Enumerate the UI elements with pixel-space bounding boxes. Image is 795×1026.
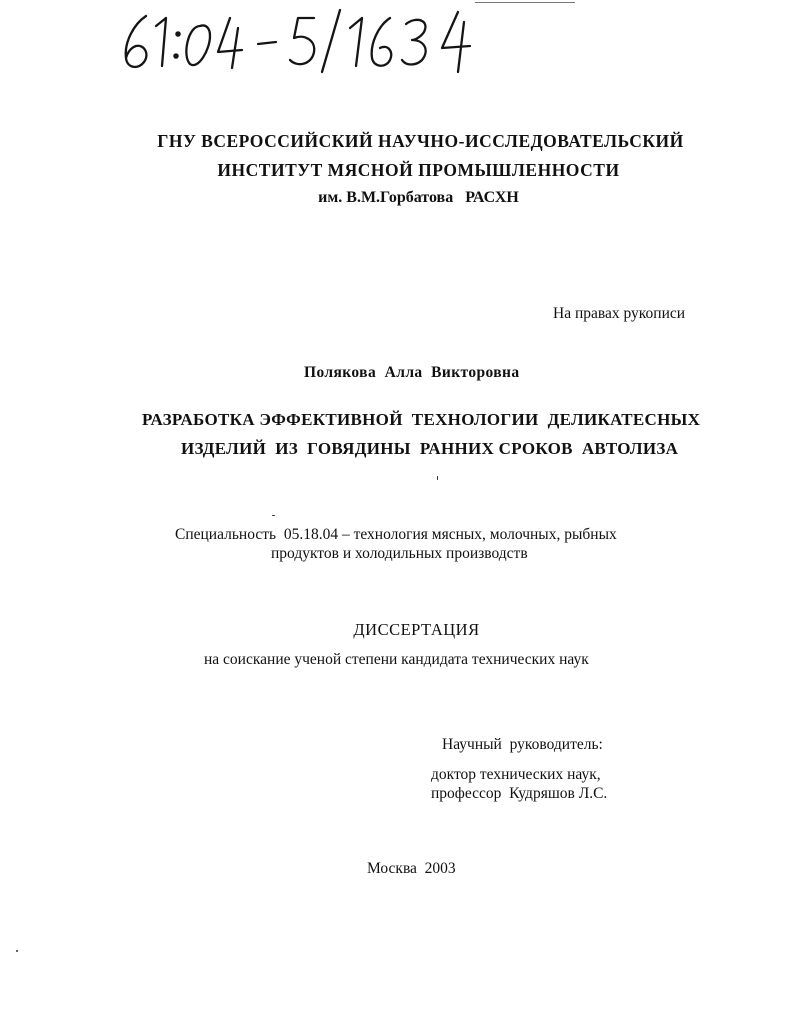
scan-speck — [437, 476, 438, 480]
scan-speck — [16, 950, 18, 952]
specialty-line-2: продуктов и холодильных производств — [271, 545, 528, 562]
thesis-title-line-2: ИЗДЕЛИЙ ИЗ ГОВЯДИНЫ РАННИХ СРОКОВ АВТОЛИЗА — [181, 439, 679, 458]
scan-speck — [272, 515, 275, 516]
top-edge-rule — [475, 2, 575, 3]
handwritten-archive-code-drawing — [118, 4, 498, 76]
specialty-line-1: Специальность 05.18.04 – технология мясных, молочных, рыбных — [175, 526, 617, 543]
city-and-year: Москва 2003 — [367, 860, 456, 877]
advisor-degree: доктор технических наук, — [431, 766, 601, 783]
advisor-name: профессор Кудряшов Л.С. — [431, 785, 608, 802]
institution-name-line-1: ГНУ ВСЕРОССИЙСКИЙ НАУЧНО-ИССЛЕДОВАТЕЛЬСКИЙ — [157, 131, 684, 151]
institution-name-line-3: им. В.М.Горбатова РАСХН — [318, 189, 519, 206]
dissertation-heading: ДИССЕРТАЦИЯ — [353, 620, 480, 639]
thesis-title-line-1: РАЗРАБОТКА ЭФФЕКТИВНОЙ ТЕХНОЛОГИИ ДЕЛИКАТЕСНЫХ — [142, 410, 701, 429]
author-name: Полякова Алла Викторовна — [304, 364, 520, 381]
advisor-label: Научный руководитель: — [442, 736, 603, 753]
handwritten-archive-code — [118, 4, 498, 76]
dissertation-subtitle: на соискание ученой степени кандидата технических наук — [204, 651, 589, 668]
manuscript-rights-note: На правах рукописи — [553, 305, 686, 322]
institution-name-line-2: ИНСТИТУТ МЯСНОЙ ПРОМЫШЛЕННОСТИ — [217, 160, 620, 180]
